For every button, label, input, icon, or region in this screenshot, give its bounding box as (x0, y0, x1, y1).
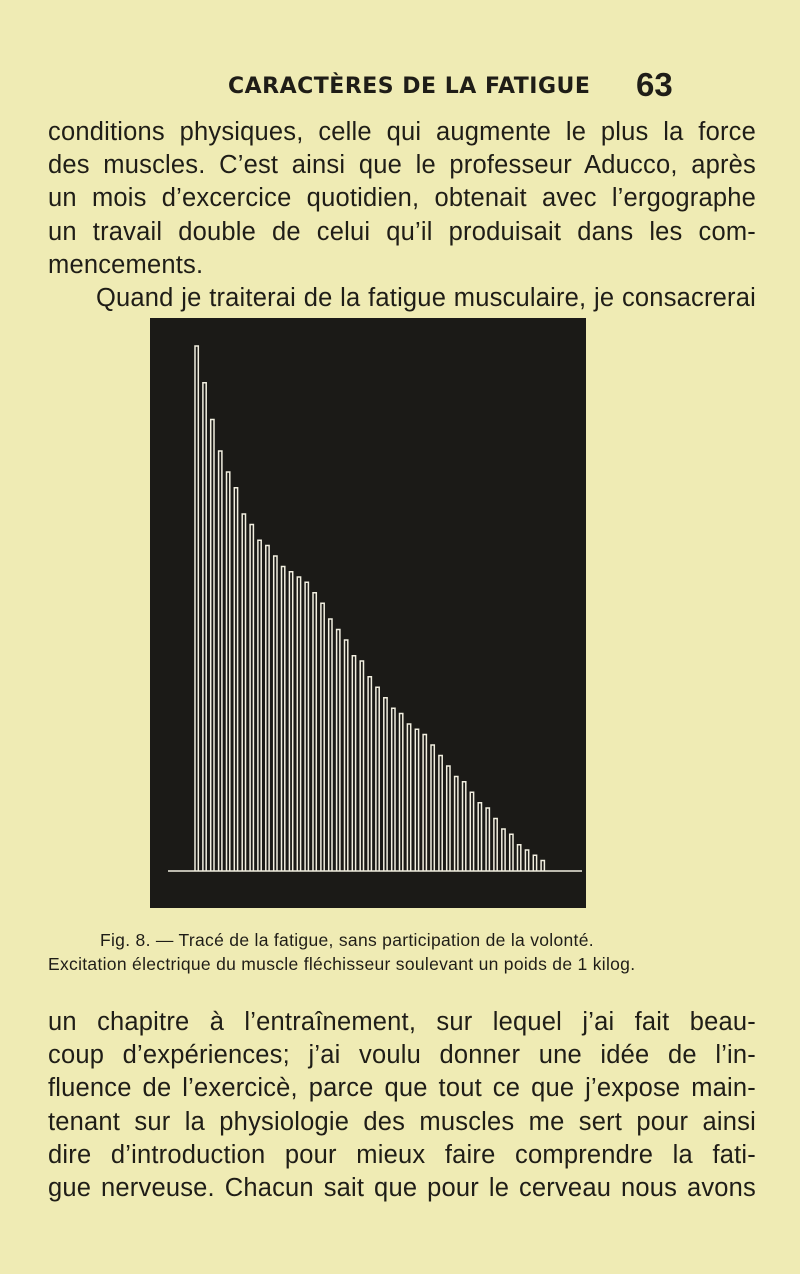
text-line: gue nerveuse. Chacun sait que pour le cerveau nous avons (48, 1174, 756, 1203)
text-line: tenant sur la physiologie des muscles me sert pour ainsi (48, 1107, 756, 1136)
text-line: mencements. (48, 250, 204, 279)
text-line: coup d’expériences; j’ai voulu donner une idée de l’in- (48, 1041, 756, 1070)
text-line: un mois d’excercice quotidien, obtenait avec l’ergographe (48, 184, 756, 213)
ergograph-figure (150, 318, 586, 908)
page-number: 63 (636, 66, 673, 103)
text-line: dire d’introduction pour mieux faire comprendre la fati- (48, 1140, 756, 1169)
fatigue-trace-chart (150, 318, 586, 908)
running-title: CARACTÈRES DE LA FATIGUE (228, 74, 591, 99)
text-line: fluence de l’exercicè, parce que tout ce que j’expose main- (48, 1074, 756, 1103)
text-line: conditions physiques, celle qui augmente le plus la force (48, 118, 756, 146)
figure-caption-line1: Fig. 8. — Tracé de la fatigue, sans participation de la volonté. (100, 930, 594, 950)
page-header (0, 62, 800, 112)
paragraph-bottom (48, 1006, 756, 1205)
text-line: un travail double de celui qu’il produisait dans les com- (48, 217, 756, 246)
text-line: Quand je traiterai de la fatigue musculaire, je consacrerai (96, 284, 756, 313)
paragraph-top (48, 116, 756, 315)
text-line: des muscles. C’est ainsi que le professeur Aducco, après (48, 151, 756, 180)
figure-caption-line2: Excitation électrique du muscle fléchisseur soulevant un poids de 1 kilog. (48, 954, 636, 974)
text-line: un chapitre à l’entraînement, sur lequel j’ai fait beau- (48, 1008, 756, 1036)
